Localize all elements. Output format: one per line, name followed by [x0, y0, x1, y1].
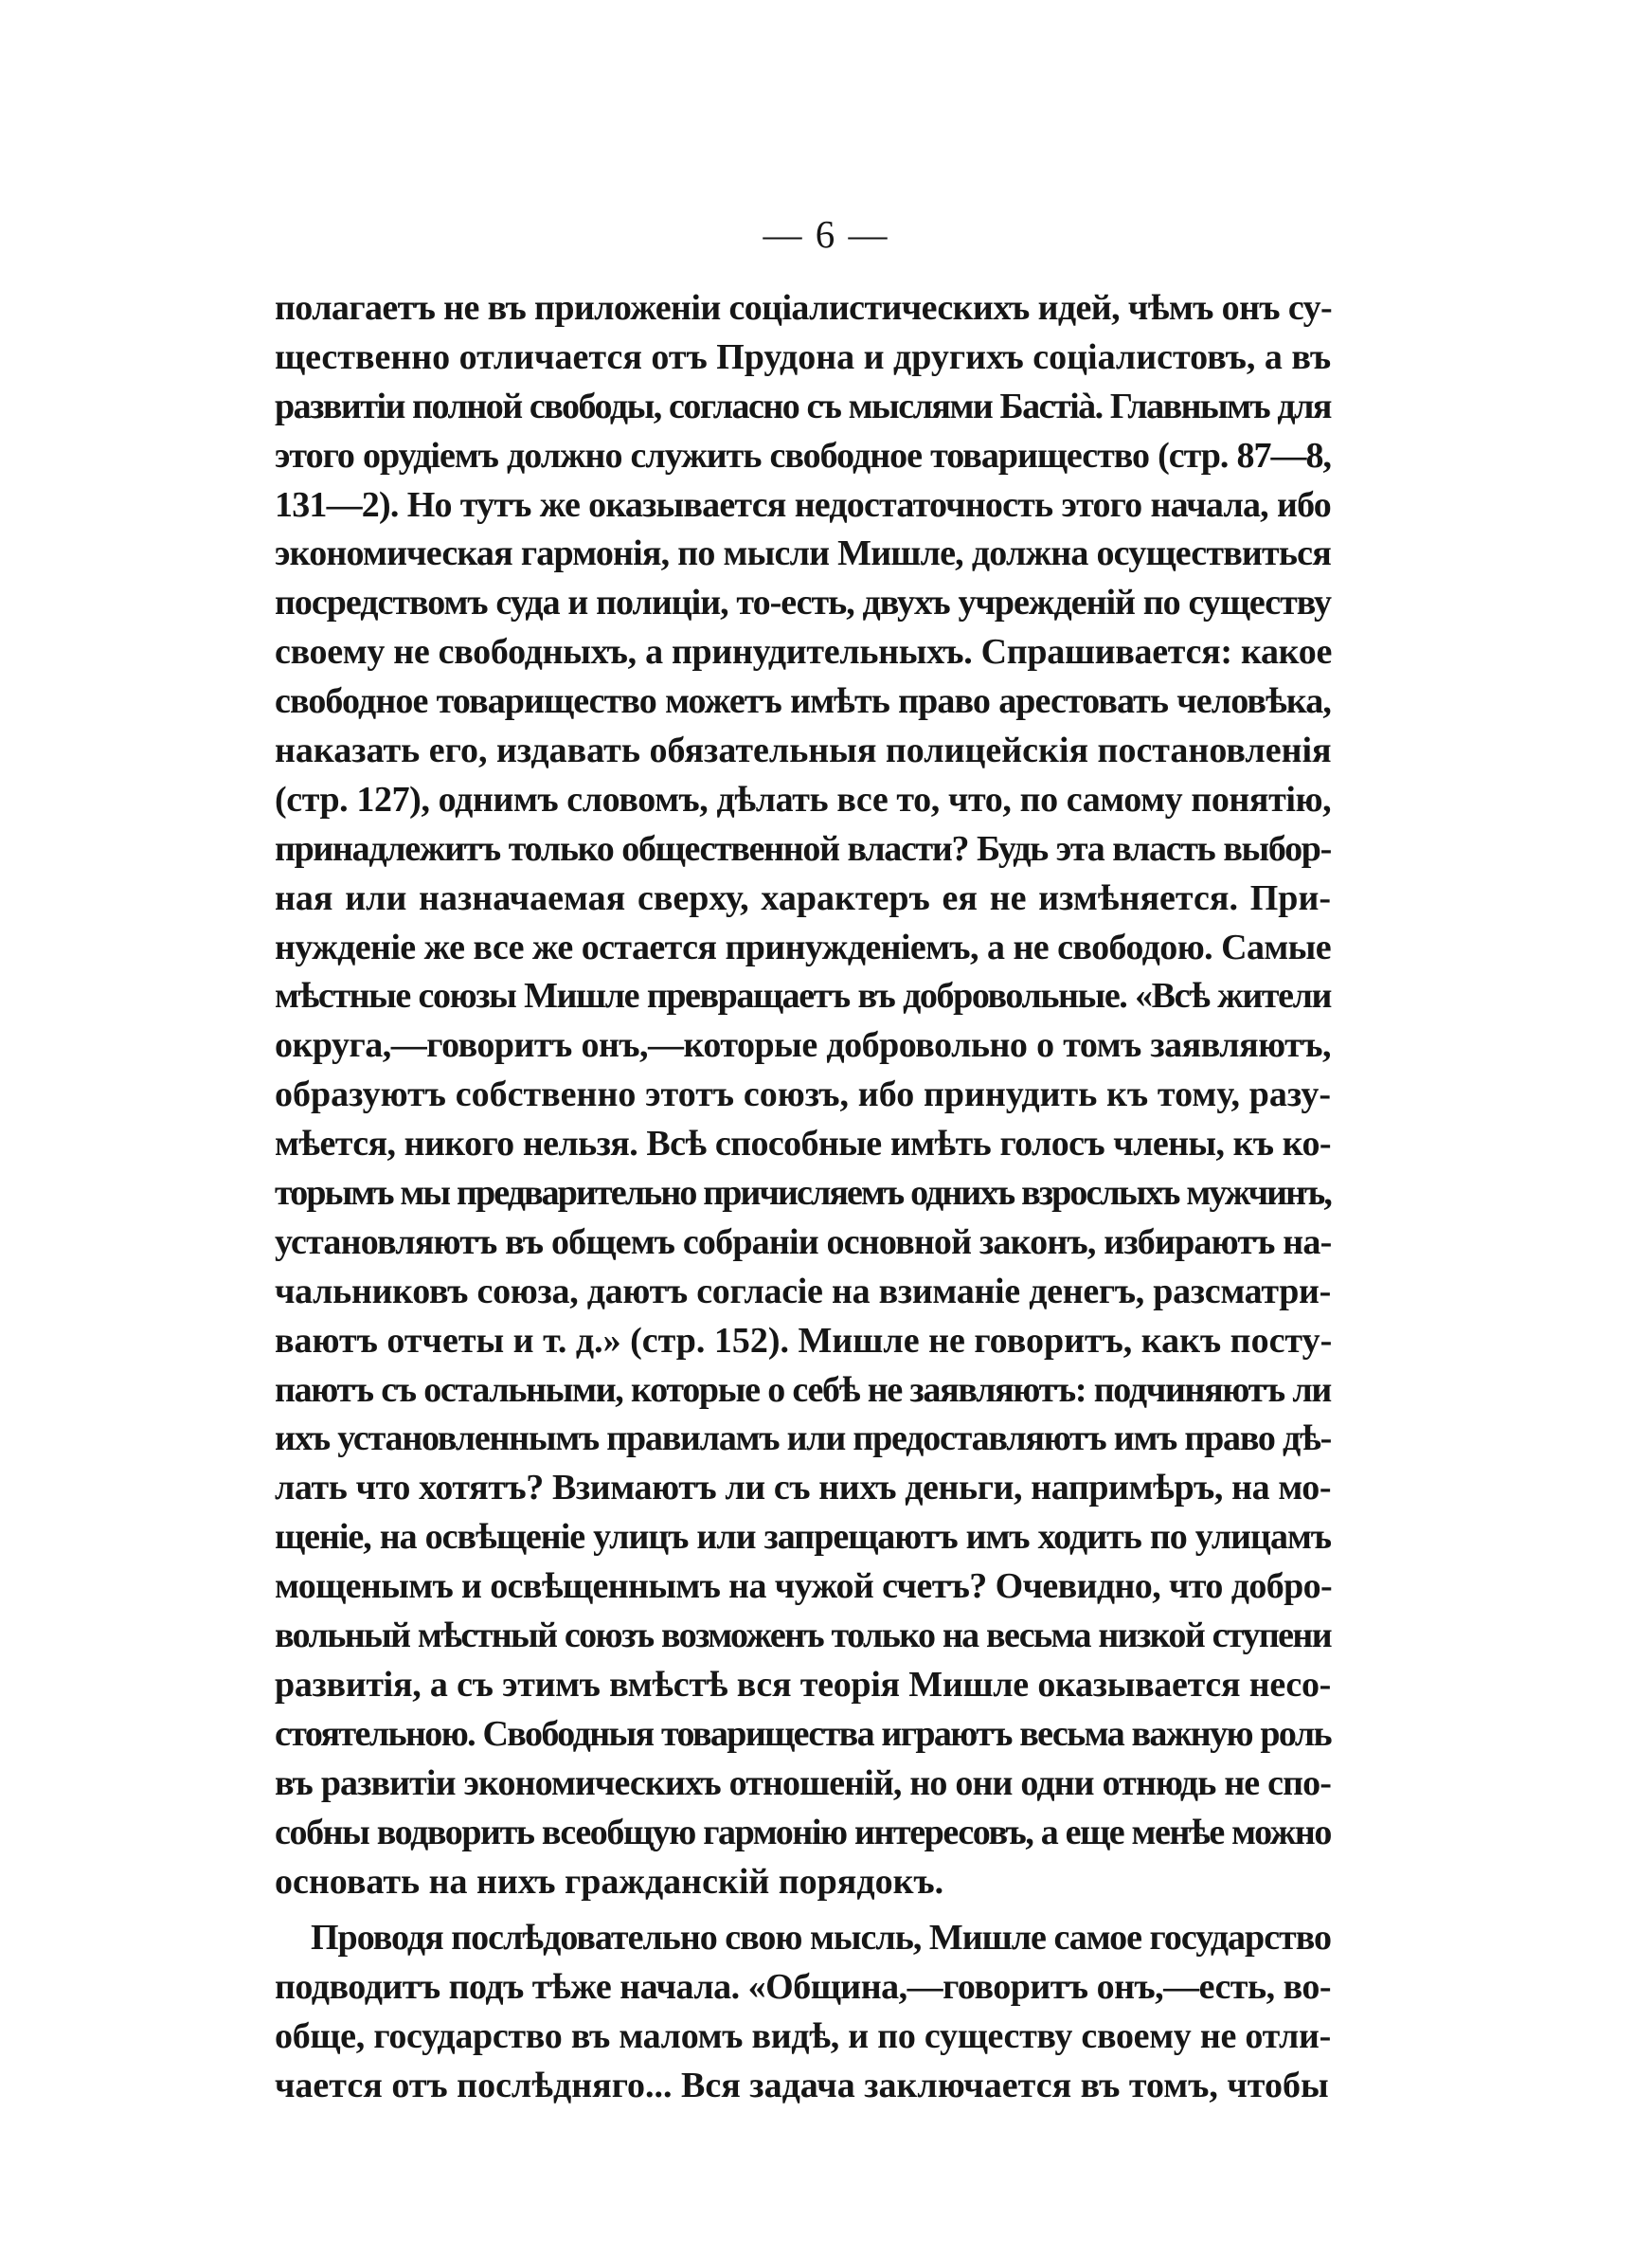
- text-line: въ развитіи экономическихъ отношеній, но они одни отнюдь не спо-: [275, 1762, 1331, 1803]
- text-line: подводитъ подъ тѣже начала. «Община,—говоритъ онъ,—есть, во-: [275, 1967, 1331, 2008]
- text-line: установляютъ въ общемъ собраніи основной законъ, избираютъ на-: [275, 1221, 1332, 1262]
- text-line: собны водворить всеобщую гармонію интересовъ, а еще менѣе можно: [275, 1812, 1331, 1852]
- text-line: мощенымъ и освѣщеннымъ на чужой счетъ? Очевидно, что добро-: [275, 1566, 1333, 1607]
- text-line: ваютъ отчеты и т. д.» (стр. 152). Мишле не говоритъ, какъ посту-: [275, 1320, 1333, 1361]
- text-line: лать что хотятъ? Взимаютъ ли съ нихъ деньги, напримѣръ, на мо-: [275, 1468, 1332, 1508]
- text-line: щеніе, на освѣщеніе улицъ или запрещаютъ имъ ходить по улицамъ: [275, 1517, 1331, 1558]
- text-line: посредствомъ суда и полиціи, то-есть, двухъ учрежденій по существу: [275, 583, 1331, 623]
- text-line: основать на нихъ гражданскій порядокъ.: [275, 1861, 944, 1902]
- text-line: развитія, а съ этимъ вмѣстѣ вся теорія Мишле оказывается несо-: [275, 1664, 1331, 1705]
- text-line: своему не свободныхъ, а принудительныхъ. Спрашивается: какое: [275, 632, 1333, 673]
- paragraph-1: [275, 284, 1331, 1906]
- body-text: [275, 284, 1331, 2111]
- text-line: обще, государство въ маломъ видѣ, и по существу своему не отли-: [275, 2016, 1331, 2057]
- page-number: — 6 —: [763, 212, 889, 256]
- text-line: стоятельною. Свободныя товарищества играютъ весьма важную роль: [275, 1713, 1331, 1754]
- text-line: нужденіе же все же остается принужденіемъ, а не свободою. Самые: [275, 927, 1331, 967]
- text-line: полагаетъ не въ приложеніи соціалистическихъ идей, чѣмъ онъ су-: [275, 288, 1333, 328]
- text-line: образуютъ собственно этотъ союзъ, ибо принудить къ тому, разу-: [275, 1074, 1331, 1115]
- paragraph-2: [275, 1914, 1331, 2111]
- text-line: ихъ установленнымъ правиламъ или предоставляютъ имъ право дѣ-: [275, 1418, 1332, 1459]
- text-line: паютъ съ остальными, которые о себѣ не заявляютъ: подчиняютъ ли: [275, 1369, 1331, 1410]
- text-line: чальниковъ союза, даютъ согласіе на взиманіе денегъ, разсматри-: [275, 1271, 1331, 1311]
- text-line: чается отъ послѣдняго... Вся задача заключается въ томъ, чтобы: [275, 2066, 1329, 2106]
- text-line: вольный мѣстный союзъ возможенъ только на весьма низкой ступени: [275, 1616, 1331, 1656]
- text-line: округа,—говоритъ онъ,—которые добровольно о томъ заявляютъ,: [275, 1025, 1331, 1066]
- text-line: щественно отличается отъ Прудона и другихъ соціалистовъ, а въ: [275, 336, 1332, 377]
- text-line: свободное товарищество можетъ имѣть право арестовать человѣка,: [275, 681, 1331, 722]
- text-line: мѣстные союзы Мишле превращаетъ въ добровольные. «Всѣ жители: [275, 976, 1331, 1017]
- text-line: торымъ мы предварительно причисляемъ однихъ взрослыхъ мужчинъ,: [275, 1173, 1331, 1214]
- text-line: развитіи полной свободы, согласно съ мыслями Бастіà. Главнымъ для: [275, 386, 1331, 426]
- paragraph-spacing: [275, 1906, 1331, 1914]
- text-line: ная или назначаемая сверху, характеръ ея не измѣняется. При-: [275, 877, 1331, 918]
- text-line: (стр. 127), однимъ словомъ, дѣлать все то, что, по самому понятію,: [275, 779, 1332, 820]
- text-line: наказать его, издавать обязательныя полицейскія постановленія: [275, 731, 1332, 771]
- text-line: Проводя послѣдовательно свою мысль, Мишле самое государство: [311, 1918, 1331, 1959]
- text-line: экономическая гармонія, по мысли Мишле, должна осуществиться: [275, 533, 1331, 574]
- text-line: этого орудіемъ должно служить свободное товарищество (стр. 87—8,: [275, 435, 1331, 476]
- text-line: 131—2). Но тутъ же оказывается недостаточность этого начала, ибо: [275, 484, 1331, 525]
- text-line: принадлежитъ только общественной власти? Будь эта власть выбор-: [275, 828, 1331, 869]
- text-line: мѣется, никого нельзя. Всѣ способные имѣть голосъ члены, къ ко-: [275, 1124, 1331, 1165]
